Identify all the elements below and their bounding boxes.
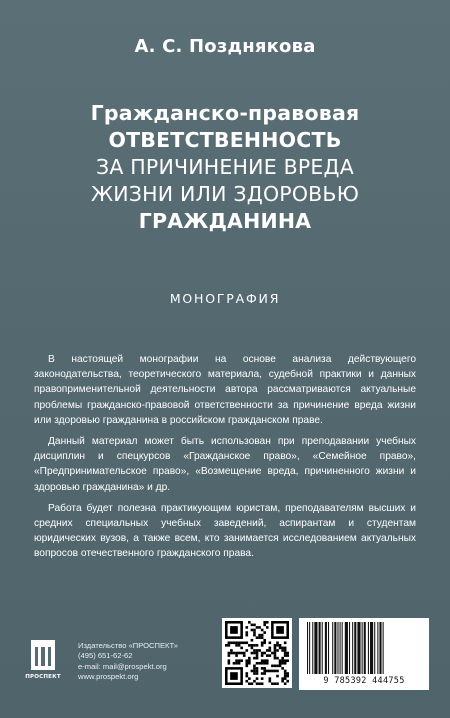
author-name: А. С. Позднякова — [134, 36, 316, 57]
annotation-text — [34, 352, 416, 568]
annotation-paragraph: Работа будет полезна практикующим юристам, преподавателям высших и средних специальных учебных заведений, аспирантам и студентам юридических вузов, а также всем, кто занимается исследованием актуальных вопросов отечественного гражданского права. — [34, 502, 416, 560]
title-line: ЗА ПРИЧИНЕНИЕ ВРЕДА — [96, 155, 354, 179]
title-line: ЖИЗНИ ИЛИ ЗДОРОВЬЮ — [90, 182, 360, 206]
barcode-icon — [305, 622, 423, 674]
title-line: Гражданско-правовая — [90, 101, 360, 125]
qr-code-icon — [225, 621, 289, 685]
publisher-logo — [22, 640, 64, 684]
book-title — [25, 100, 425, 235]
isbn-barcode — [299, 618, 429, 690]
genre-label: МОНОГРАФИЯ — [169, 291, 281, 306]
annotation-paragraph: В настоящей монографии на основе анализа действующего законодательства, теоретического материала, судебной практики и данных правоприменительной деятельности автора рассматриваются актуальные проблемы гражданско-правовой ответственности за причинение вреда жизни или здоровью гражданина в российском гражданском праве. — [34, 354, 416, 426]
publisher-email: e-mail: mail@prospekt.org — [78, 661, 167, 671]
prospekt-logo-icon — [31, 640, 55, 670]
title-line: ОТВЕТСТВЕННОСТЬ — [108, 128, 342, 152]
title-line: ГРАЖДАНИНА — [138, 209, 312, 233]
qr-code — [222, 618, 292, 688]
logo-text: ПРОСПЕКТ — [25, 674, 61, 680]
publisher-contacts — [78, 641, 178, 682]
publisher-name: Издательство «ПРОСПЕКТ» — [78, 641, 179, 650]
isbn-digits: 9 785392 444755 — [323, 676, 405, 686]
publisher-website: www.prospekt.org — [78, 671, 139, 681]
publisher-block — [22, 634, 222, 694]
annotation-paragraph: Данный материал может быть использован при преподавании учебных дисциплин и спецкурсов «Гражданское право», «Семейное право», «Предпринимательское право», «Возмещение вреда, причиненного жизни и здоровью гражданина» и др. — [34, 436, 416, 493]
publisher-phone: (495) 651-62-62 — [78, 651, 133, 661]
